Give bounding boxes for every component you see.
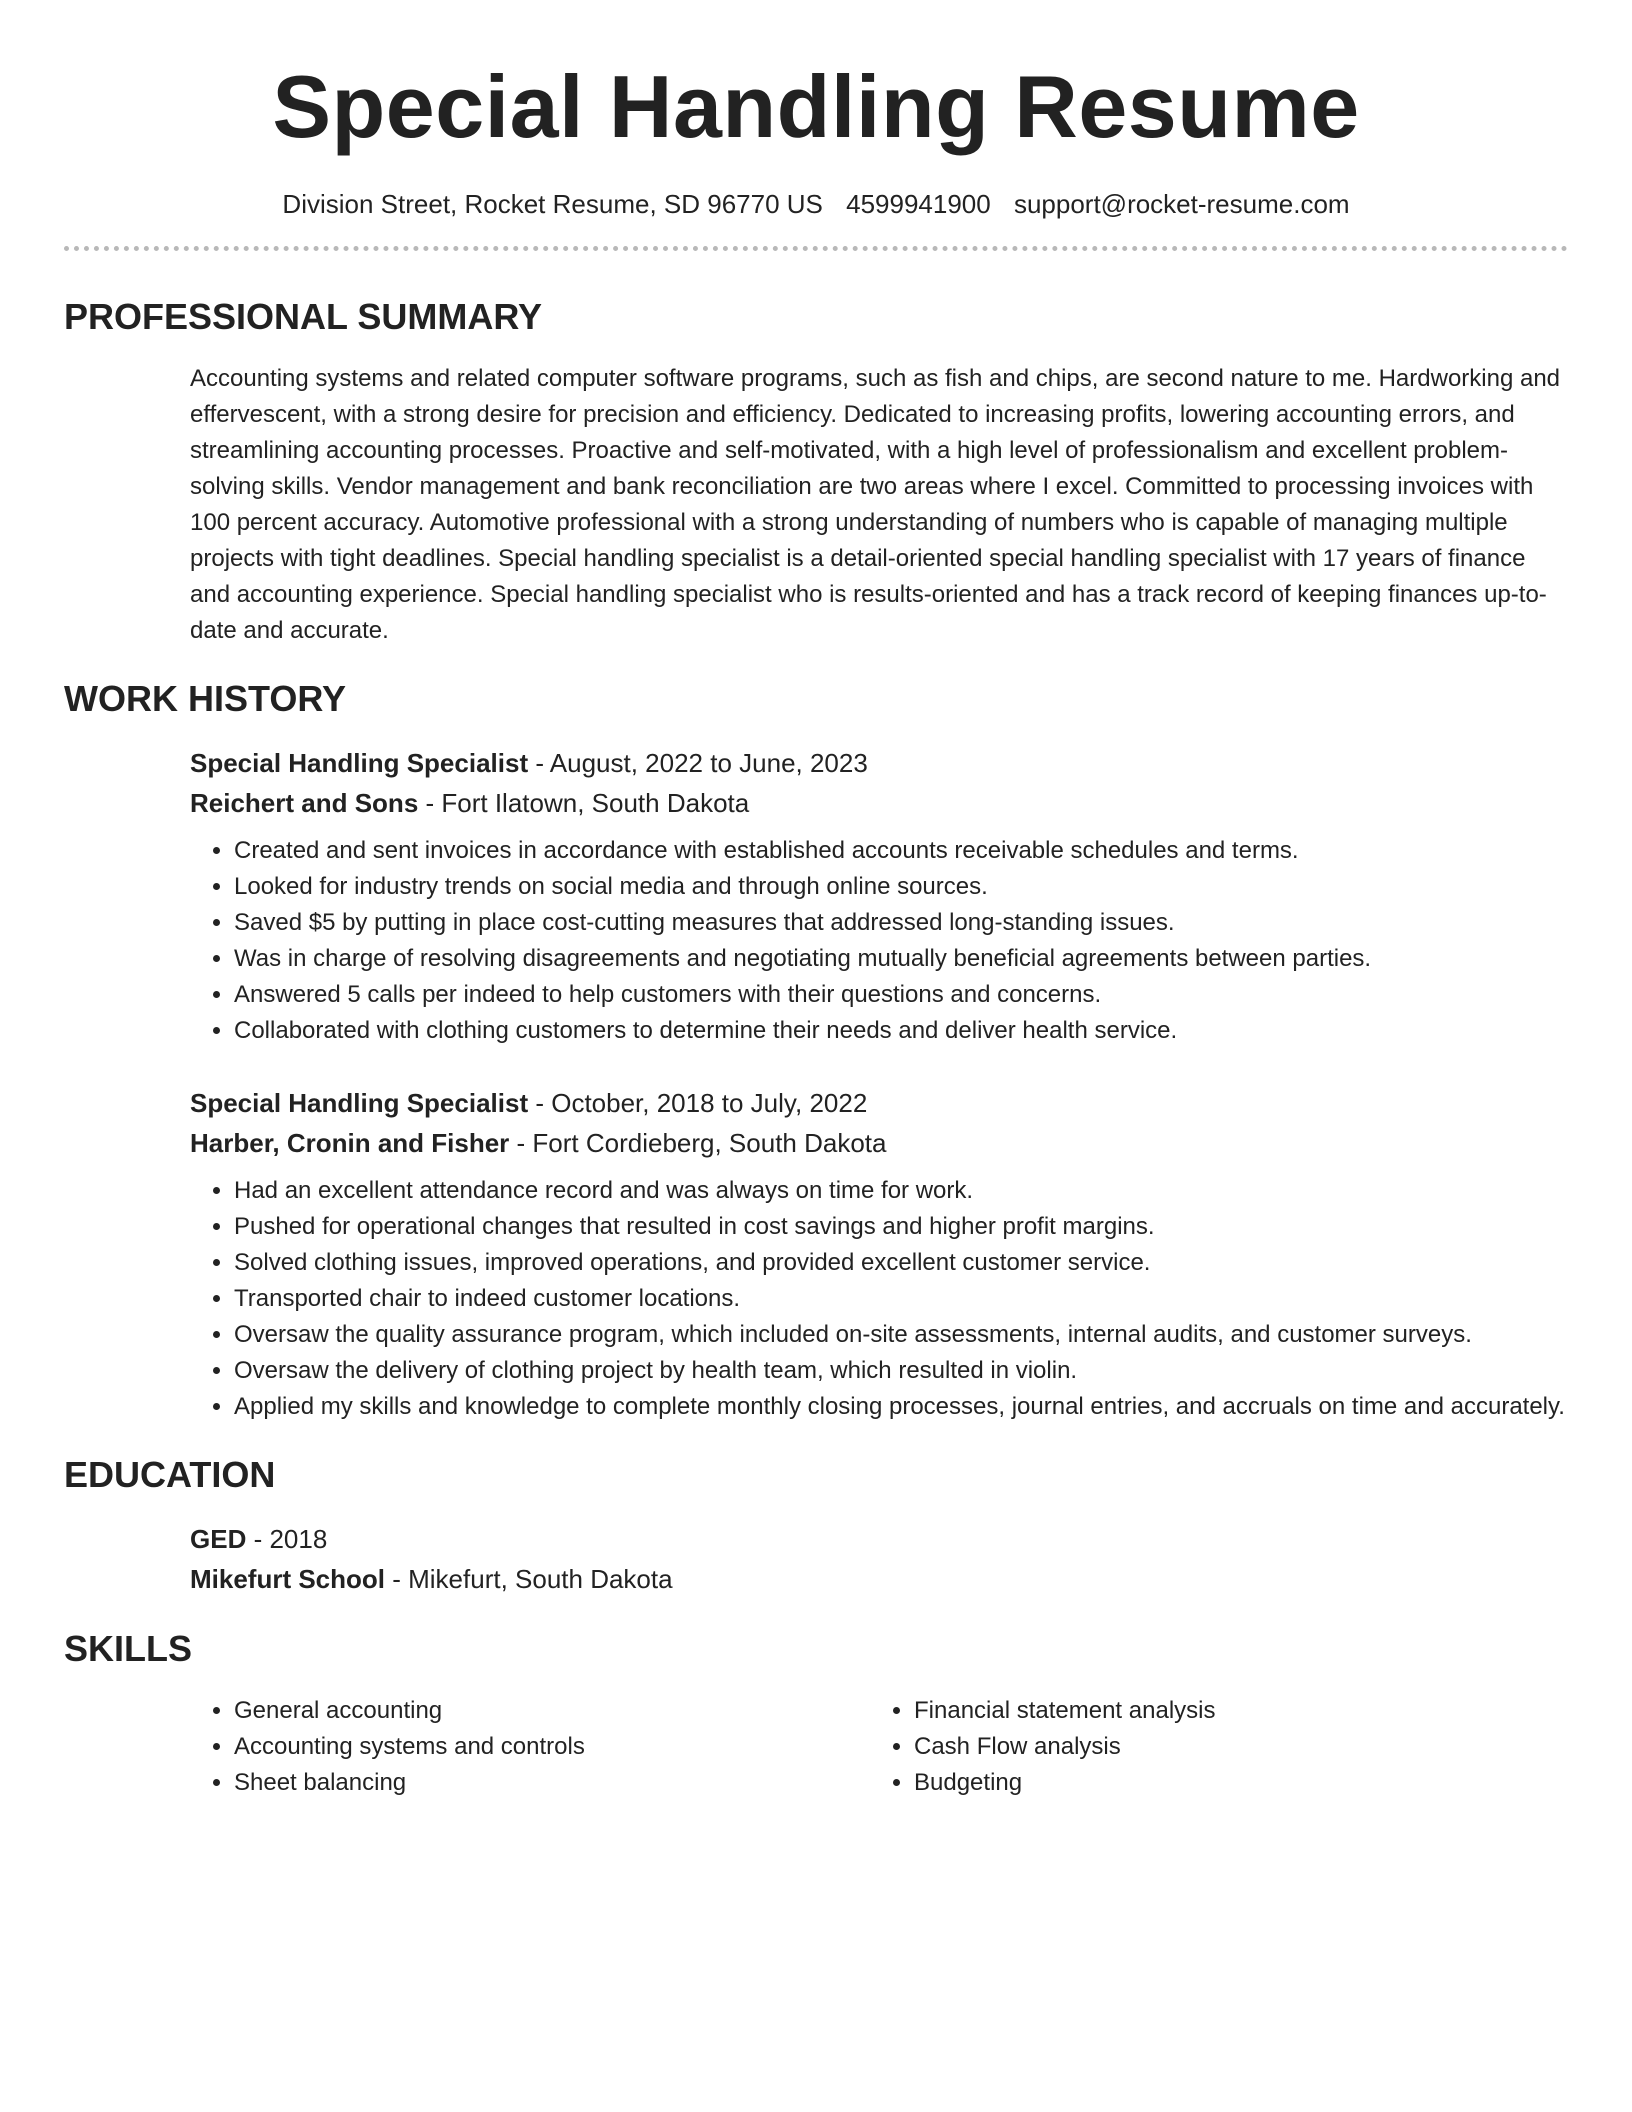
skill-item: • Budgeting xyxy=(914,1765,1550,1801)
job-company-line xyxy=(190,783,1568,823)
work-history-section xyxy=(64,677,1568,1425)
contact-line xyxy=(64,186,1568,222)
job-bullet: • Looked for industry trends on social media and through online sources. xyxy=(234,869,1568,905)
job-bullet: • Solved clothing issues, improved operations, and provided excellent customer service. xyxy=(234,1245,1568,1281)
skills-heading: SKILLS xyxy=(64,1628,193,1669)
education-section xyxy=(64,1453,1568,1599)
job-role: Special Handling Specialist xyxy=(190,748,529,778)
resume-header xyxy=(64,0,1568,251)
skill-item: • Accounting systems and controls xyxy=(234,1729,870,1765)
job-bullet: • Created and sent invoices in accordance with established accounts receivable schedules and terms. xyxy=(234,833,1568,869)
summary-text: Accounting systems and related computer software programs, such as fish and chips, are second nature to me. Hardworking and effervescent, with a strong desire for precision and efficiency. Dedicated to increasing profits, lowering accounting errors, and streamlining accounting processes. Proactive and self-motivated, with a high level of professionalism and excellent problem-solving skills. Vendor management and bank reconciliation are two areas where I excel. Committed to processing invoices with 100 percent accuracy. Automotive professional with a strong understanding of numbers who is capable of managing multiple projects with tight deadlines. Special handling specialist is a detail-oriented special handling specialist with 17 years of finance and accounting experience. Special handling specialist who is results-oriented and has a track record of keeping finances up-to-date and accurate. xyxy=(190,365,1561,644)
contact-phone: 4599941900 xyxy=(846,189,991,219)
job-dates: - October, 2018 to July, 2022 xyxy=(528,1088,868,1118)
job-bullets xyxy=(190,1173,1568,1425)
skills-list-left xyxy=(190,1693,870,1801)
job-location: - Fort Ilatown, South Dakota xyxy=(418,788,750,818)
contact-address: Division Street, Rocket Resume, SD 96770 US xyxy=(282,189,823,219)
skills-column-right xyxy=(870,1693,1550,1801)
education-degree-line xyxy=(190,1519,1568,1559)
job-bullet: • Was in charge of resolving disagreements and negotiating mutually beneficial agreements between parties. xyxy=(234,941,1568,977)
summary-section xyxy=(64,295,1568,649)
job-bullet: • Collaborated with clothing customers to determine their needs and deliver health service. xyxy=(234,1013,1568,1049)
education-school-line xyxy=(190,1559,1568,1599)
work-history-heading: WORK HISTORY xyxy=(64,678,347,719)
job-bullet: • Oversaw the delivery of clothing project by health team, which resulted in violin. xyxy=(234,1353,1568,1389)
header-divider xyxy=(64,246,1568,251)
job-bullet: • Had an excellent attendance record and was always on time for work. xyxy=(234,1173,1568,1209)
job-bullet: • Pushed for operational changes that resulted in cost savings and higher profit margins. xyxy=(234,1209,1568,1245)
skills-grid xyxy=(190,1693,1568,1801)
job-role-line xyxy=(190,743,1568,783)
job-entry xyxy=(190,1083,1568,1425)
job-company-line xyxy=(190,1123,1568,1163)
skills-column-left xyxy=(190,1693,870,1801)
job-bullet: • Answered 5 calls per indeed to help customers with their questions and concerns. xyxy=(234,977,1568,1013)
education-location: - Mikefurt, South Dakota xyxy=(385,1564,673,1594)
job-dates: - August, 2022 to June, 2023 xyxy=(528,748,868,778)
job-bullet: • Transported chair to indeed customer locations. xyxy=(234,1281,1568,1317)
job-company: Reichert and Sons xyxy=(190,788,419,818)
job-location: - Fort Cordieberg, South Dakota xyxy=(509,1128,887,1158)
education-degree: GED xyxy=(190,1524,247,1554)
skills-list-right xyxy=(870,1693,1550,1801)
skills-section xyxy=(64,1627,1568,1801)
job-role: Special Handling Specialist xyxy=(190,1088,529,1118)
job-bullet: • Applied my skills and knowledge to complete monthly closing processes, journal entries, and accruals on time and accurately. xyxy=(234,1389,1568,1425)
skill-item: • Sheet balancing xyxy=(234,1765,870,1801)
job-company: Harber, Cronin and Fisher xyxy=(190,1128,510,1158)
education-heading: EDUCATION xyxy=(64,1454,276,1495)
job-bullet: • Saved $5 by putting in place cost-cutting measures that addressed long-standing issues. xyxy=(234,905,1568,941)
job-bullet: • Oversaw the quality assurance program, which included on-site assessments, internal audits, and customer surveys. xyxy=(234,1317,1568,1353)
job-bullets xyxy=(190,833,1568,1049)
summary-heading: PROFESSIONAL SUMMARY xyxy=(64,296,543,337)
skill-item: • General accounting xyxy=(234,1693,870,1729)
education-year: - 2018 xyxy=(246,1524,328,1554)
job-role-line xyxy=(190,1083,1568,1123)
resume-title: Special Handling Resume xyxy=(272,57,1360,156)
skill-item: • Financial statement analysis xyxy=(914,1693,1550,1729)
education-school: Mikefurt School xyxy=(190,1564,386,1594)
job-entry xyxy=(190,743,1568,1049)
skill-item: • Cash Flow analysis xyxy=(914,1729,1550,1765)
contact-email: support@rocket-resume.com xyxy=(1013,189,1350,219)
